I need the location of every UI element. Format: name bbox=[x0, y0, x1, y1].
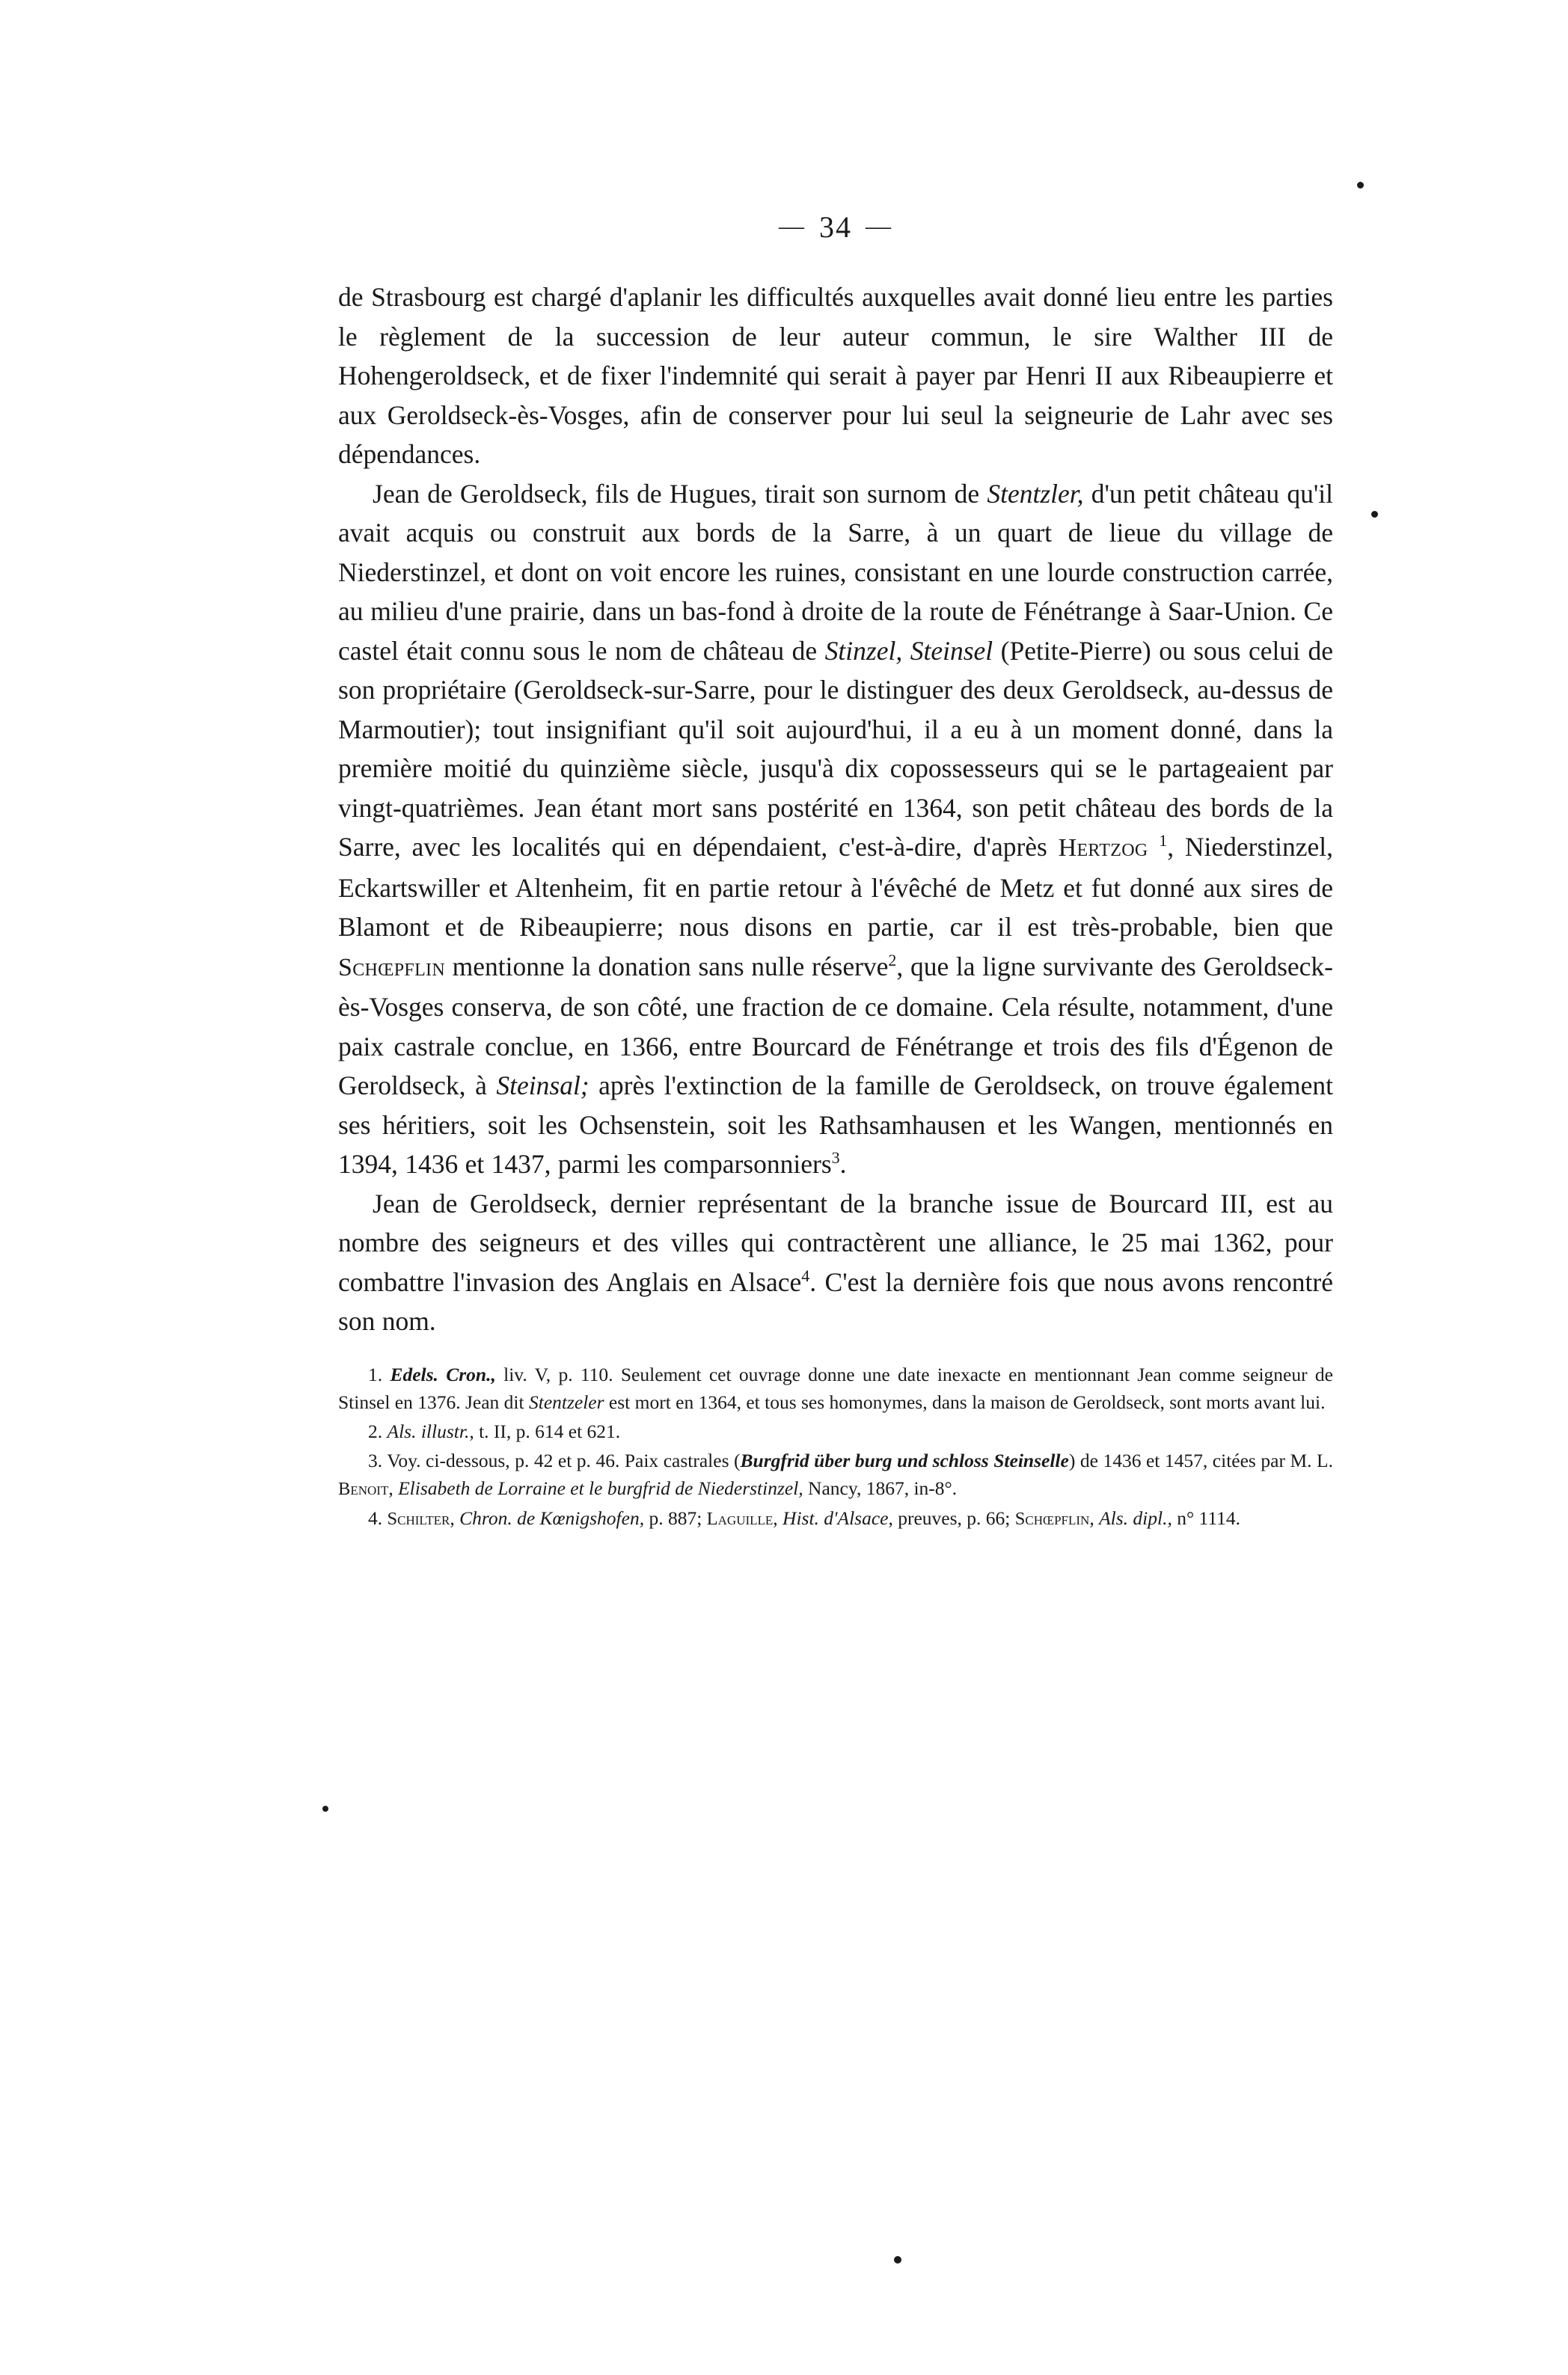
page-speck-top-right bbox=[1357, 182, 1364, 189]
paragraph-1: de Strasbourg est chargé d'aplanir les difficultés auxquelles avait donné lieu entre les parties le règlement de la succession de leur auteur commun, le sire Walther III de Hohengeroldseck, et de fixer l'indemnité qui serait à payer par Henri II aux Ribeaupierre et aux Geroldseck-ès-Vosges, afin de conserver pour lui seul la seigneurie de Lahr avec ses dépendances. bbox=[338, 282, 1333, 469]
page-speck-right bbox=[1371, 511, 1378, 518]
paragraph-3: Jean de Geroldseck, dernier représentant de la branche issue de Bourcard III, est au nombre des seigneurs et des villes qui contractèrent une alliance, le 25 mai 1362, pour combattre l'invasion des Anglais en Alsace$^4$. C'est la dernière fois que nous avons rencontré son nom. bbox=[338, 1188, 1333, 1336]
footnote-3: 3. Voy. ci-dessous, p. 42 et p. 46. Paix castrales (Burgfrid über burg und schloss Steinselle) de 1436 et 1457, citées par M. L. Benoit, Elisabeth de Lorraine et le burgfrid de Niederstinzel, Nancy, 1867, in-8°. bbox=[338, 1449, 1333, 1499]
page-number-value: 34 bbox=[819, 210, 852, 244]
page-speck-left bbox=[322, 1806, 328, 1812]
page-number bbox=[338, 209, 1333, 245]
page-speck-bottom bbox=[894, 2256, 901, 2264]
footnote-2: 2. Als. illustr., t. II, p. 614 et 621. bbox=[368, 1420, 621, 1442]
footnotes-block bbox=[338, 1361, 1333, 1533]
footnote-1: 1. Edels. Cron., liv. V, p. 110. Seulement cet ouvrage donne une date inexacte en mentionnant Jean comme seigneur de Stinsel en 1376. Jean dit Stentzeler est mort en 1364, et tous ses homonymes, dans la maison de Geroldseck, sont morts avant lui. bbox=[338, 1363, 1333, 1413]
paragraph-2: Jean de Geroldseck, fils de Hugues, tirait son surnom de Stentzler, d'un petit château qu'il avait acquis ou construit aux bords de la Sarre, à un quart de lieue du village de Niederstinzel, et dont on voit encore les ruines, consistant en une lourde construction carrée, au milieu d'une prairie, dans un bas-fond à droite de la route de Fénétrange à Saar-Union. Ce castel était connu sous le nom de château de Stinzel, Steinsel (Petite-Pierre) ou sous celui de son propriétaire (Geroldseck-sur-Sarre, pour le distinguer des deux Geroldseck, au-dessus de Marmoutier); tout insignifiant qu'il soit aujourd'hui, il a eu à un moment donné, dans la première moitié du quinzième siècle, jusqu'à dix copossesseurs qui se le partageaient par vingt-quatrièmes. Jean étant mort sans postérité en 1364, son petit château des bords de la Sarre, avec les localités qui en dépendaient, c'est-à-dire, d'après Hertzog $^1$, Niederstinzel, Eckartswiller et Altenheim, fit en partie retour à l'évêché de Metz et fut donné aux sires de Blamont et de Ribeaupierre; nous disons en partie, car il est très-probable, bien que Schœpflin mentionne la donation sans nulle réserve$^2$, que la ligne survivante des Geroldseck-ès-Vosges conserva, de son côté, une fraction de ce domaine. Cela résulte, notamment, d'une paix castrale conclue, en 1366, entre Bourcard de Fénétrange et trois des fils d'Égenon de Geroldseck, à Steinsal; après l'extinction de la famille de Geroldseck, on trouve également ses héritiers, soit les Ochsenstein, soit les Rathsamhausen et les Wangen, mentionnés en 1394, 1436 et 1437, parmi les comparsonniers$^3$. bbox=[338, 478, 1333, 1179]
footnote-4: 4. Schilter, Chron. de Kœnigshofen, p. 887; Laguille, Hist. d'Alsace, preuves, p. 66; Schœpflin, Als. dipl., n° 1114. bbox=[368, 1507, 1241, 1529]
page-content bbox=[338, 209, 1333, 1534]
page-number-dash-left: — bbox=[779, 212, 806, 240]
page-number-dash-right: — bbox=[866, 212, 892, 240]
